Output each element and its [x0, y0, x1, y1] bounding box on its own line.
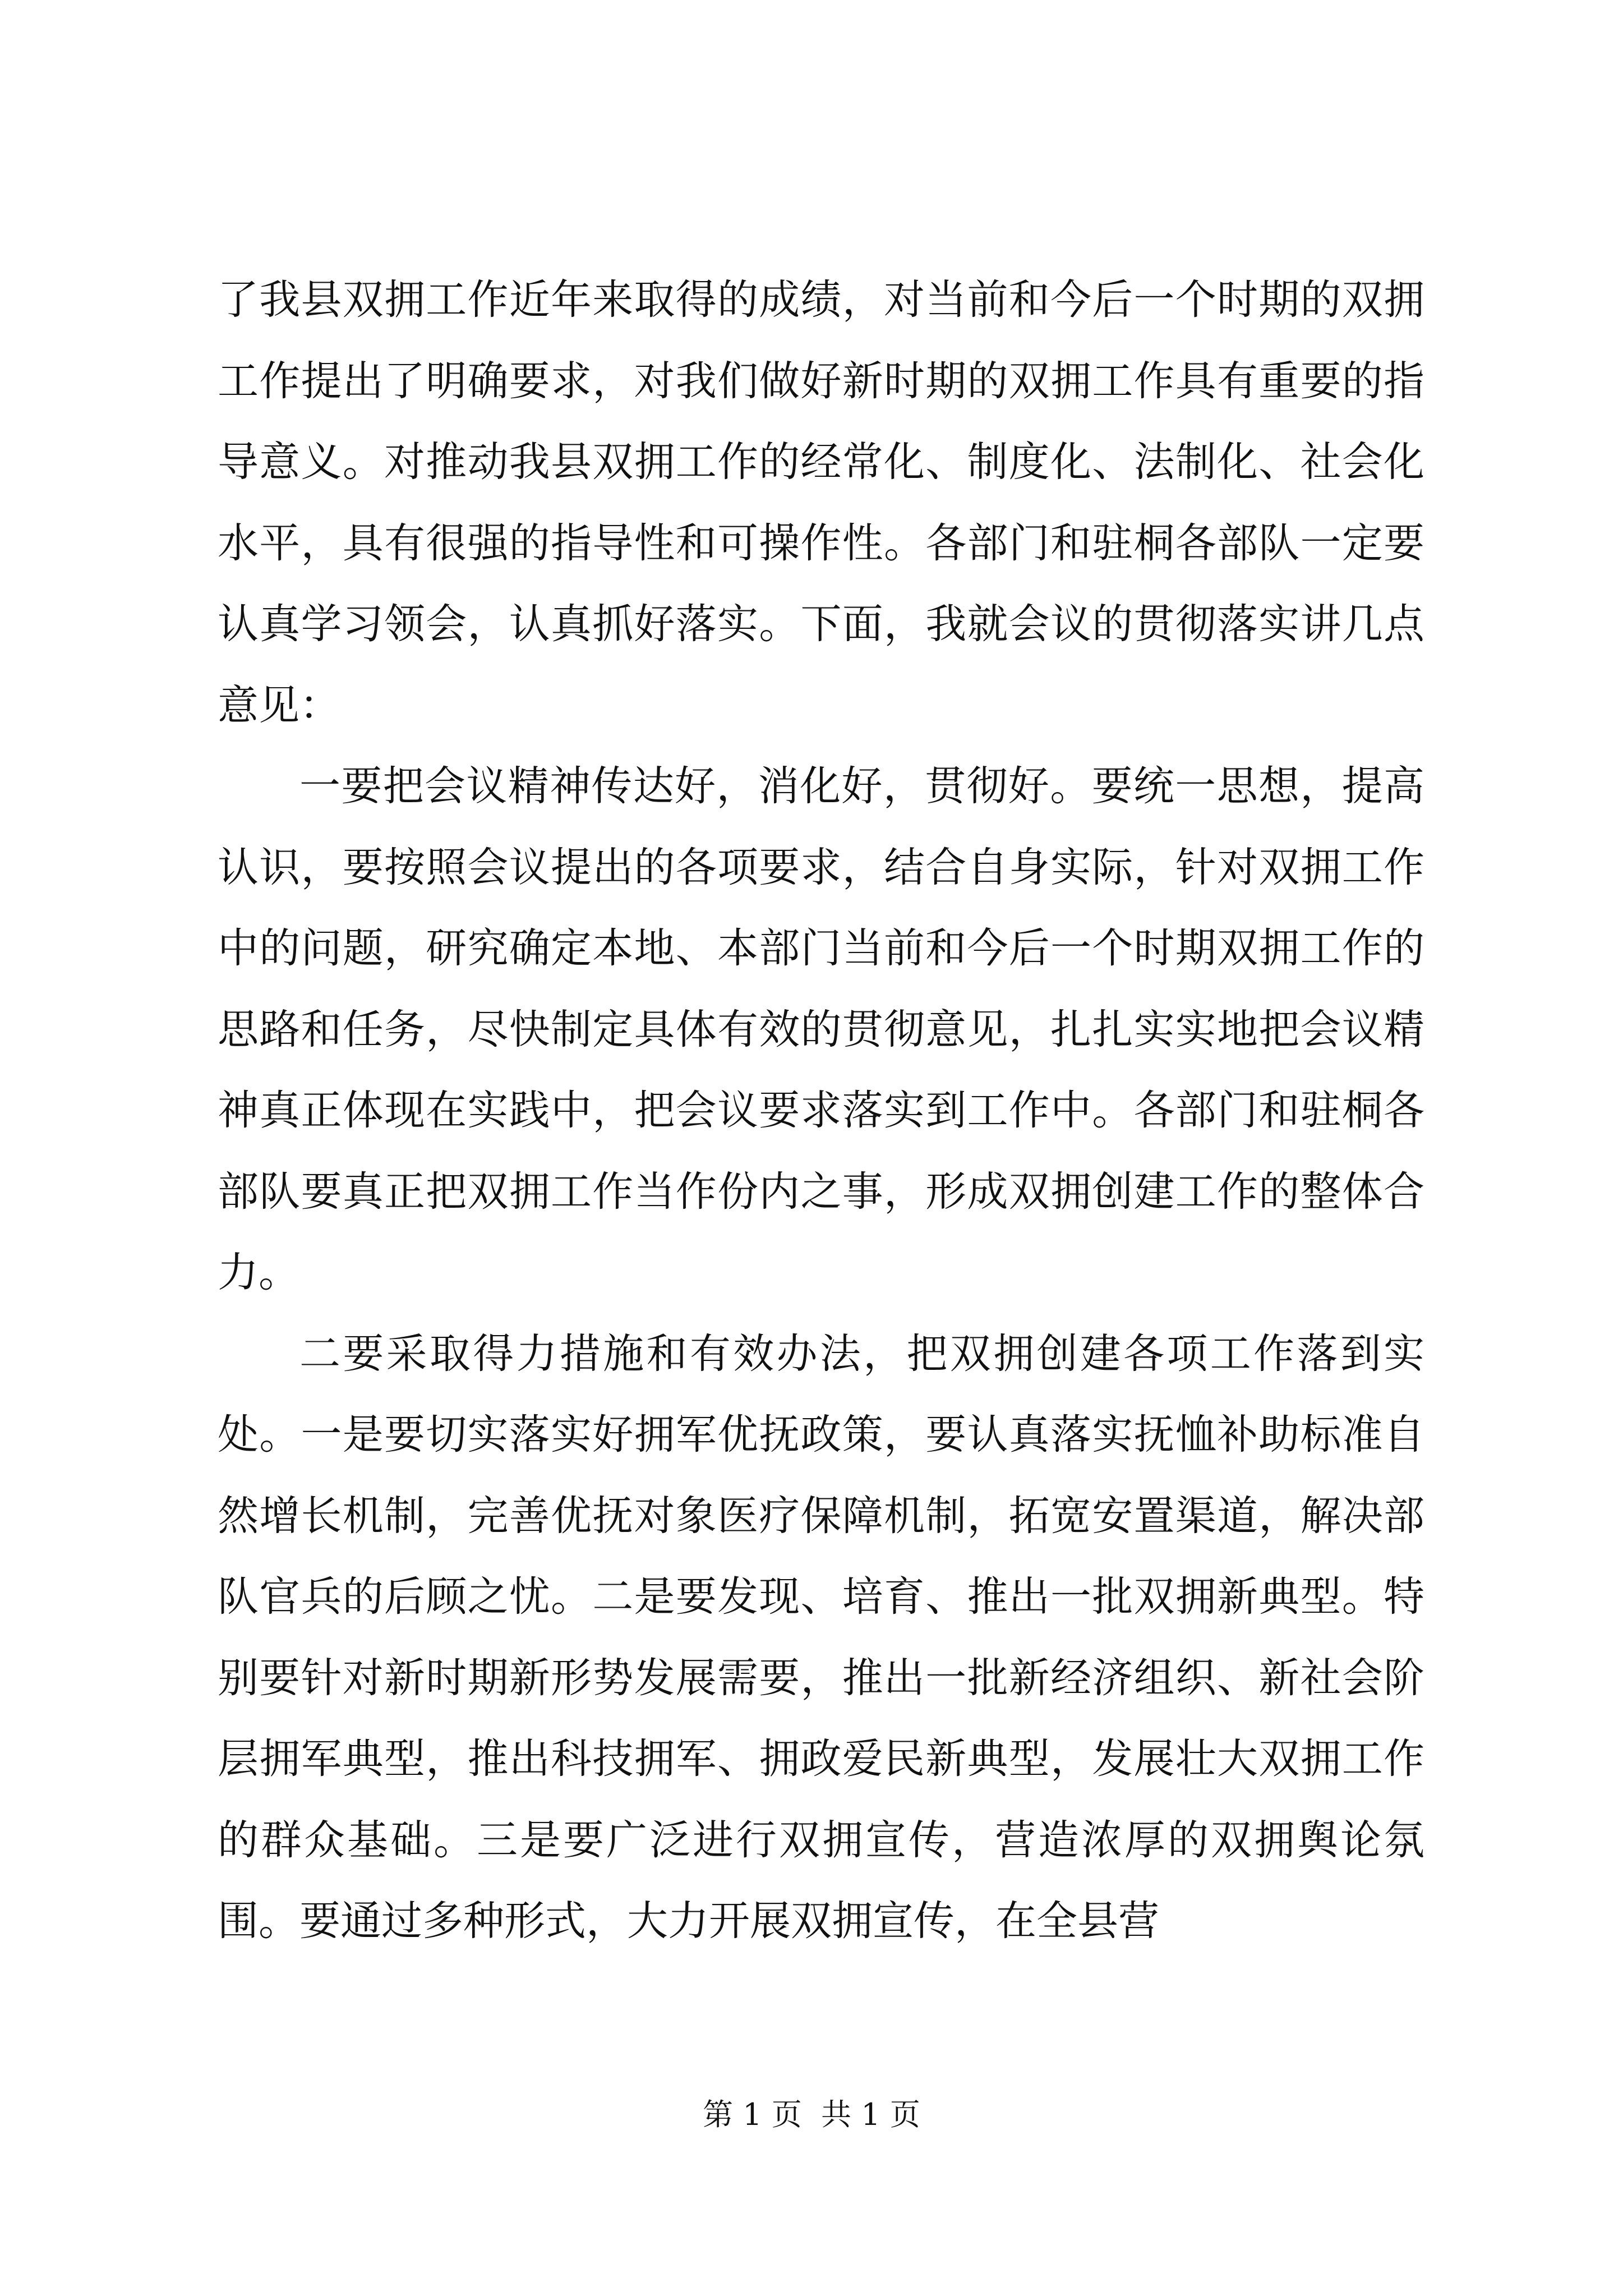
document-body — [218, 260, 1424, 1962]
page-footer: 第 1 页 共 1 页 — [703, 2097, 920, 2132]
paragraph-3: 二要采取得力措施和有效办法，把双拥创建各项工作落到实处。一是要切实落实好拥军优抚政策，要认真落实抚恤补助标准自然增长机制，完善优抚对象医疗保障机制，拓宽安置渠道，解决部队官兵的后顾之忧。二是要发现、培育、推出一批双拥新典型。特别要针对新时期新形势发展需要，推出一批新经济组织、新社会阶层拥军典型，推出科技拥军、拥政爱民新典型，发展壮大双拥工作的群众基础。三是要广泛进行双拥宣传，营造浓厚的双拥舆论氛围。要通过多种形式，大力开展双拥宣传，在全县营 — [218, 1329, 1424, 1945]
paragraph-1: 了我县双拥工作近年来取得的成绩，对当前和今后一个时期的双拥工作提出了明确要求，对我们做好新时期的双拥工作具有重要的指导意义。对推动我县双拥工作的经常化、制度化、法制化、社会化水平，具有很强的指导性和可操作性。各部门和驻桐各部队一定要认真学习领会，认真抓好落实。下面，我就会议的贯彻落实讲几点意见： — [218, 276, 1424, 729]
paragraph-2: 一要把会议精神传达好，消化好，贯彻好。要统一思想，提高认识，要按照会议提出的各项要求，结合自身实际，针对双拥工作中的问题，研究确定本地、本部门当前和今后一个时期双拥工作的思路和任务，尽快制定具体有效的贯彻意见，扎扎实实地把会议精神真正体现在实践中，把会议要求落实到工作中。各部门和驻桐各部队要真正把双拥工作当作份内之事，形成双拥创建工作的整体合力。 — [218, 762, 1424, 1296]
